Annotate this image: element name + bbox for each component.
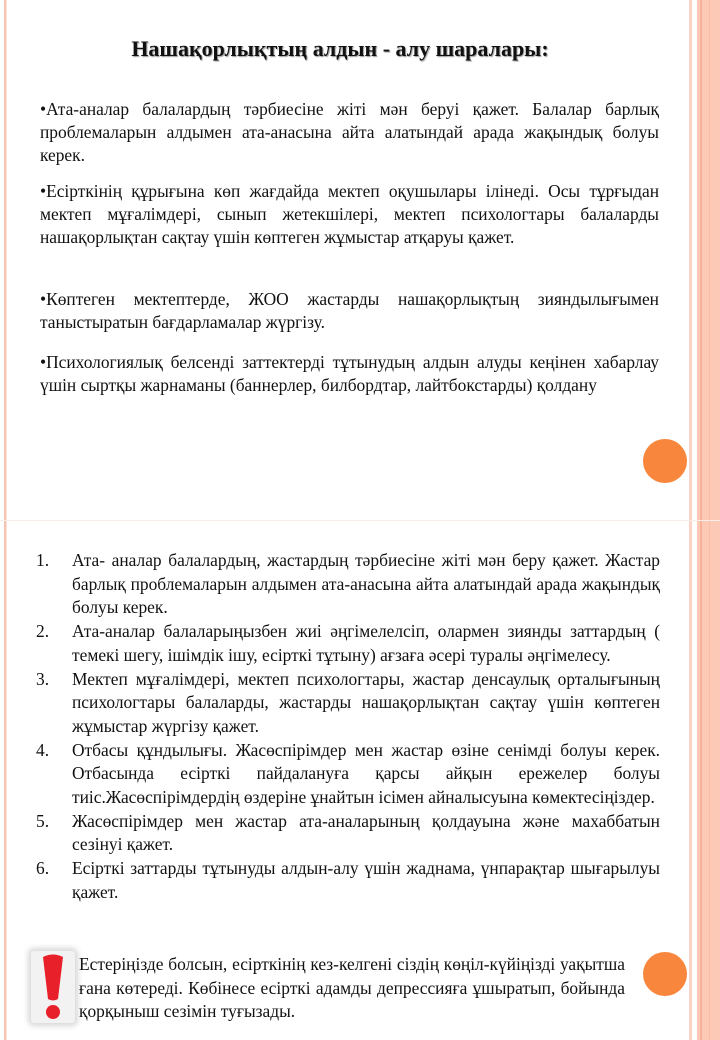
paragraph: •Ата-аналар балалардың тәрбиесіне жіті мән беруі қажет. Балалар барлық проблемаларын алдымен ата-анасына айта алатындай арада жақындық болуы керек. bbox=[40, 99, 659, 165]
list-text: Мектеп мұғалімдері, мектеп психологтары, жастар денсаулық орталығының психологтары балаларды, жастарды нашақорлықтан сақтау үшін көптеген жұмыстар жүргізу қажет. bbox=[72, 668, 660, 736]
list-text: Ата-аналар балаларыңызбен жиі әңгімелелсіп, олармен зиянды заттардың ( темекі шегу, ішімдік ішу, есірткі тұтыну) ағзаға әсері туралы әңгімелесу. bbox=[72, 621, 660, 665]
left-border-inner bbox=[6, 0, 7, 520]
list-number: 5. bbox=[36, 810, 50, 831]
slide-title: Нашақорлықтың алдын - алу шаралары: bbox=[131, 36, 549, 61]
list-item bbox=[36, 810, 660, 857]
list-item bbox=[36, 620, 660, 667]
list-text: Есірткі заттарды тұтынуды алдын-алу үшін жаднама, үнпарақтар шығарылуы қажет. bbox=[72, 858, 660, 902]
paragraph: •Психологиялық белсенді заттектерді тұтынудың алдын алуды кеңінен хабарлау үшін сыртқы жарнаманы (баннерлер, билбордтар, лайтбокстарды) қолдану bbox=[40, 352, 659, 395]
list-number: 1. bbox=[36, 550, 50, 570]
orange-circle-icon bbox=[643, 439, 687, 483]
list-item bbox=[36, 549, 660, 620]
list-number: 4. bbox=[36, 739, 50, 760]
right-stripe bbox=[700, 0, 702, 520]
exclamation-icon bbox=[37, 953, 69, 1021]
list-number: 2. bbox=[36, 621, 50, 642]
left-border-inner bbox=[6, 521, 7, 1040]
paragraph: •Есірткінің құрығына көп жағдайда мектеп оқушылары ілінеді. Осы тұрғыдан мектеп мұғалімдері, сынып жетекшілері, мектеп психологтары балаларды нашақорлықтан сақтау үшін көптеген жұмыстар атқаруы қажет. bbox=[40, 181, 659, 247]
warning-note: Естеріңізде болсын, есірткінің кез-келгені сіздің көңіл-күйіңізді уақытша ғана көтереді. Көбінесе есірткі адамды депрессияға ұшыратып, бойында қорқыныш сезімін туғызады. bbox=[79, 954, 625, 1021]
right-stripe bbox=[709, 521, 710, 1040]
list-item bbox=[36, 739, 660, 810]
list-number: 6. bbox=[36, 858, 50, 879]
list-text: Ата- аналар балалардың, жастардың тәрбиесіне жіті мән беру қажет. Жастар барлық проблемаларын алдымен ата-анасына айта алатындай арада жақындық болуы керек. bbox=[72, 550, 660, 618]
list-item bbox=[36, 857, 660, 904]
orange-circle-icon bbox=[643, 952, 687, 996]
list-text: Жасөспірімдер мен жастар ата-аналарының қолдауына және махаббатын сезінуі қажет. bbox=[72, 810, 660, 855]
list-text: Отбасы құндылығы. Жасөспірімдер мен жастар өзіне сенімді болуы керек. Отбасында есірткі пайдалануға қарсы айқын ережелер болуы тиіс.Жасөспірімдердің өздеріне ұнайтын ісімен айналысуына көмектесіңіздер. bbox=[72, 739, 660, 808]
slide-2 bbox=[0, 521, 720, 1040]
paragraph: •Көптеген мектептерде, ЖОО жастарды нашақорлықтың зияндылығымен таныстыратын бағдарламалар жүргізу. bbox=[40, 289, 659, 332]
right-stripe bbox=[689, 0, 692, 520]
warning-box bbox=[31, 951, 75, 1023]
right-stripe bbox=[709, 0, 710, 520]
right-stripe bbox=[700, 521, 702, 1040]
list-item bbox=[36, 668, 660, 739]
list-number: 3. bbox=[36, 668, 50, 689]
measures-list bbox=[36, 549, 660, 905]
right-stripe bbox=[689, 521, 692, 1040]
